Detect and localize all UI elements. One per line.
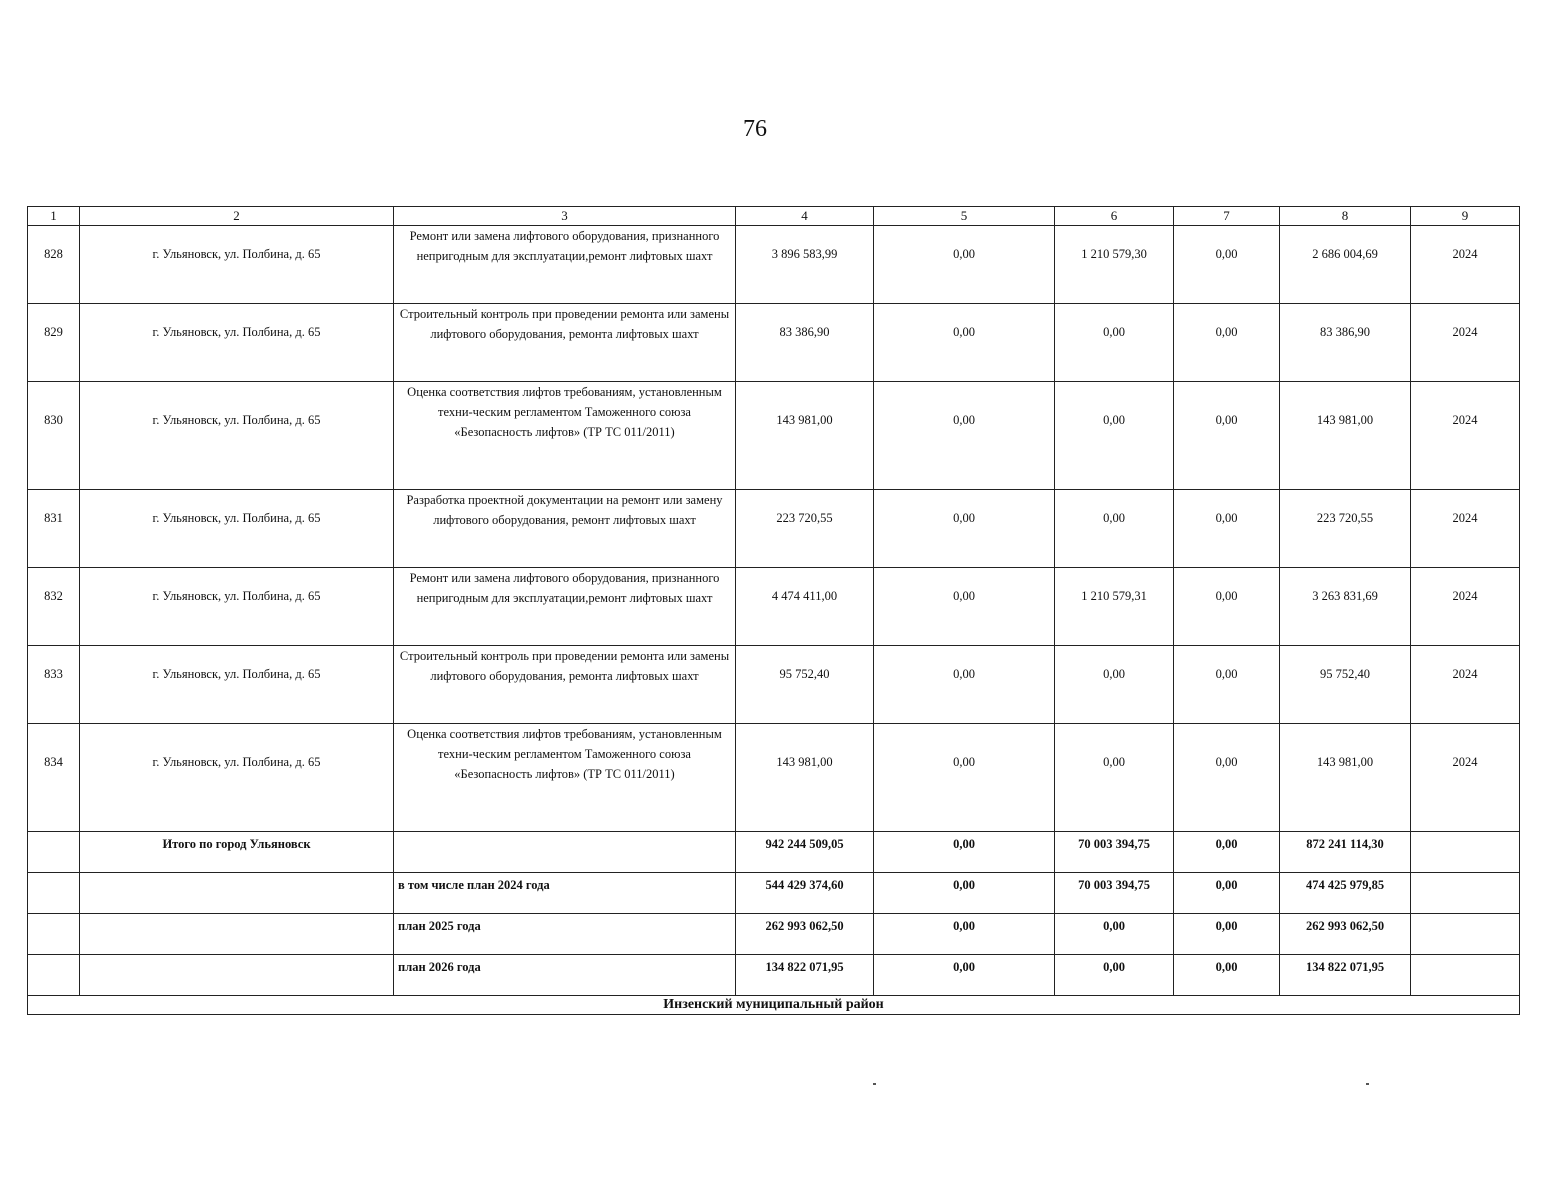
table-row [28, 304, 1520, 382]
value-cell: 0,00 [1174, 568, 1280, 646]
total-cost-cell: 223 720,55 [736, 490, 874, 568]
value-cell: 0,00 [1174, 724, 1280, 832]
value-cell: 70 003 394,75 [1055, 832, 1174, 873]
empty-cell [1411, 955, 1520, 996]
value-cell: 1 210 579,30 [1055, 226, 1174, 304]
total-cost-cell: 143 981,00 [736, 724, 874, 832]
total-cost-cell: 143 981,00 [736, 382, 874, 490]
total-row [28, 832, 1520, 873]
value-cell: 3 263 831,69 [1280, 568, 1411, 646]
value-cell: 0,00 [1174, 490, 1280, 568]
section-header-row [28, 996, 1520, 1015]
value-cell: 0,00 [1055, 382, 1174, 490]
table-row [28, 568, 1520, 646]
table-row [28, 382, 1520, 490]
value-cell: 0,00 [874, 568, 1055, 646]
column-header: 6 [1055, 207, 1174, 226]
year-cell: 2024 [1411, 304, 1520, 382]
value-cell: 0,00 [874, 226, 1055, 304]
plan-label: в том числе план 2024 года [394, 873, 736, 914]
value-cell: 0,00 [874, 490, 1055, 568]
total-label [80, 873, 394, 914]
value-cell: 262 993 062,50 [1280, 914, 1411, 955]
value-cell: 0,00 [1055, 914, 1174, 955]
value-cell: 143 981,00 [1280, 724, 1411, 832]
empty-cell [28, 914, 80, 955]
row-number: 828 [28, 226, 80, 304]
value-cell: 70 003 394,75 [1055, 873, 1174, 914]
empty-cell [28, 832, 80, 873]
value-cell: 0,00 [1174, 832, 1280, 873]
plan-label: план 2025 года [394, 914, 736, 955]
row-number: 831 [28, 490, 80, 568]
plan-row [28, 914, 1520, 955]
address-cell: г. Ульяновск, ул. Полбина, д. 65 [80, 382, 394, 490]
value-cell: 0,00 [874, 382, 1055, 490]
year-cell: 2024 [1411, 382, 1520, 490]
value-cell: 0,00 [1174, 382, 1280, 490]
scan-speck [873, 1083, 876, 1085]
work-type-cell: Оценка соответствия лифтов требованиям, установленным техни-ческим регламентом Таможенного союза «Безопасность лифтов» (ТР ТС 011/2011) [394, 724, 736, 832]
page-number: 76 [743, 116, 767, 142]
table-row [28, 724, 1520, 832]
scan-speck [1366, 1083, 1369, 1085]
plan-row [28, 873, 1520, 914]
value-cell: 474 425 979,85 [1280, 873, 1411, 914]
value-cell: 0,00 [1055, 304, 1174, 382]
value-cell: 0,00 [1174, 955, 1280, 996]
value-cell: 0,00 [874, 304, 1055, 382]
plan-row [28, 955, 1520, 996]
address-cell: г. Ульяновск, ул. Полбина, д. 65 [80, 226, 394, 304]
value-cell: 223 720,55 [1280, 490, 1411, 568]
value-cell: 0,00 [1174, 304, 1280, 382]
value-cell: 95 752,40 [1280, 646, 1411, 724]
value-cell: 83 386,90 [1280, 304, 1411, 382]
value-cell: 1 210 579,31 [1055, 568, 1174, 646]
total-cost-cell: 544 429 374,60 [736, 873, 874, 914]
total-cost-cell: 134 822 071,95 [736, 955, 874, 996]
total-label: Итого по город Ульяновск [80, 832, 394, 873]
total-cost-cell: 95 752,40 [736, 646, 874, 724]
program-table [27, 206, 1520, 1015]
total-cost-cell: 3 896 583,99 [736, 226, 874, 304]
row-number: 830 [28, 382, 80, 490]
value-cell: 0,00 [1055, 490, 1174, 568]
value-cell: 0,00 [874, 955, 1055, 996]
column-header: 4 [736, 207, 874, 226]
value-cell: 0,00 [874, 832, 1055, 873]
column-header: 5 [874, 207, 1055, 226]
year-cell: 2024 [1411, 490, 1520, 568]
value-cell: 872 241 114,30 [1280, 832, 1411, 873]
value-cell: 0,00 [874, 914, 1055, 955]
address-cell: г. Ульяновск, ул. Полбина, д. 65 [80, 490, 394, 568]
value-cell: 0,00 [874, 646, 1055, 724]
work-type-cell: Оценка соответствия лифтов требованиям, установленным техни-ческим регламентом Таможенного союза «Безопасность лифтов» (ТР ТС 011/2011) [394, 382, 736, 490]
value-cell: 0,00 [1174, 646, 1280, 724]
column-header: 7 [1174, 207, 1280, 226]
year-cell: 2024 [1411, 646, 1520, 724]
empty-cell [28, 873, 80, 914]
value-cell: 0,00 [874, 724, 1055, 832]
value-cell: 134 822 071,95 [1280, 955, 1411, 996]
work-type-cell: Строительный контроль при проведении ремонта или замены лифтового оборудования, ремонта лифтовых шахт [394, 304, 736, 382]
year-cell: 2024 [1411, 724, 1520, 832]
row-number: 834 [28, 724, 80, 832]
total-cost-cell: 83 386,90 [736, 304, 874, 382]
empty-cell [28, 955, 80, 996]
value-cell: 143 981,00 [1280, 382, 1411, 490]
value-cell: 0,00 [1055, 724, 1174, 832]
column-header: 3 [394, 207, 736, 226]
column-header: 8 [1280, 207, 1411, 226]
value-cell: 0,00 [1055, 646, 1174, 724]
row-number: 832 [28, 568, 80, 646]
section-title: Инзенский муниципальный район [28, 996, 1520, 1015]
value-cell: 0,00 [1174, 914, 1280, 955]
empty-cell [1411, 914, 1520, 955]
row-number: 829 [28, 304, 80, 382]
total-label [80, 955, 394, 996]
work-type-cell: Разработка проектной документации на ремонт или замену лифтового оборудования, ремонт лифтовых шахт [394, 490, 736, 568]
value-cell: 0,00 [1174, 226, 1280, 304]
total-cost-cell: 4 474 411,00 [736, 568, 874, 646]
address-cell: г. Ульяновск, ул. Полбина, д. 65 [80, 646, 394, 724]
plan-label: план 2026 года [394, 955, 736, 996]
plan-label [394, 832, 736, 873]
value-cell: 0,00 [874, 873, 1055, 914]
column-header: 1 [28, 207, 80, 226]
column-number-row [28, 207, 1520, 226]
column-header: 2 [80, 207, 394, 226]
total-cost-cell: 942 244 509,05 [736, 832, 874, 873]
work-type-cell: Ремонт или замена лифтового оборудования, признанного непригодным для эксплуатации,ремонт лифтовых шахт [394, 226, 736, 304]
value-cell: 0,00 [1174, 873, 1280, 914]
column-header: 9 [1411, 207, 1520, 226]
work-type-cell: Строительный контроль при проведении ремонта или замены лифтового оборудования, ремонта лифтовых шахт [394, 646, 736, 724]
total-cost-cell: 262 993 062,50 [736, 914, 874, 955]
empty-cell [1411, 832, 1520, 873]
row-number: 833 [28, 646, 80, 724]
address-cell: г. Ульяновск, ул. Полбина, д. 65 [80, 568, 394, 646]
table-row [28, 646, 1520, 724]
year-cell: 2024 [1411, 568, 1520, 646]
work-type-cell: Ремонт или замена лифтового оборудования, признанного непригодным для эксплуатации,ремонт лифтовых шахт [394, 568, 736, 646]
value-cell: 2 686 004,69 [1280, 226, 1411, 304]
table-row [28, 226, 1520, 304]
table-row [28, 490, 1520, 568]
year-cell: 2024 [1411, 226, 1520, 304]
value-cell: 0,00 [1055, 955, 1174, 996]
total-label [80, 914, 394, 955]
empty-cell [1411, 873, 1520, 914]
address-cell: г. Ульяновск, ул. Полбина, д. 65 [80, 724, 394, 832]
address-cell: г. Ульяновск, ул. Полбина, д. 65 [80, 304, 394, 382]
